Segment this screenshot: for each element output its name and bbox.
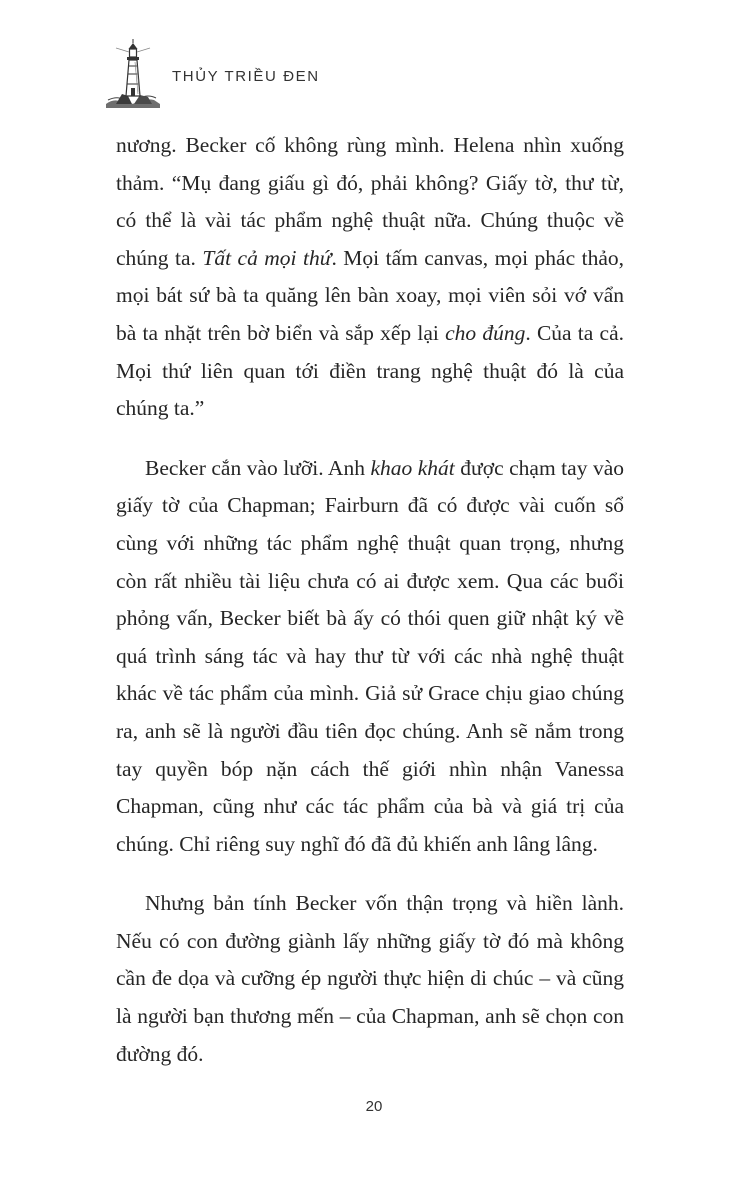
- page-body: [116, 127, 624, 1073]
- paragraph-1: [116, 127, 624, 428]
- lighthouse-icon: [104, 38, 162, 110]
- paragraph-1-text-a: nương. Becker cố không rùng mình. Helena nhìn xuống thảm. “Mụ đang giấu gì đó, phải không? Giấy tờ, thư từ, có thể là vài tác phẩm nghệ thuật nữa. Chúng thuộc về chúng ta.: [116, 133, 624, 270]
- paragraph-2-text-b: được chạm tay vào giấy tờ của Chapman; Fairburn đã có được vài cuốn sổ cùng với những tác phẩm nghệ thuật quan trọng, nhưng còn rất nhiều tài liệu chưa có ai được xem. Qua các buổi phỏng vấn, Becker biết bà ấy có thói quen giữ nhật ký về quá trình sáng tác và hay thư từ với các nhà nghệ thuật khác về tác phẩm của mình. Giả sử Grace chịu giao chúng ra, anh sẽ là người đầu tiên đọc chúng. Anh sẽ nắm trong tay quyền bóp nặn cách thế giới nhìn nhận Vanessa Chapman, cũng như các tác phẩm của bà và giá trị của chúng. Chỉ riêng suy nghĩ đó đã đủ khiến anh lâng lâng.: [116, 455, 624, 856]
- paragraph-2-emphasis-a: khao khát: [370, 455, 455, 480]
- paragraph-2-text-a: Becker cắn vào lưỡi. Anh: [145, 455, 371, 480]
- paragraph-1-emphasis-a: Tất cả mọi thứ: [202, 245, 332, 270]
- page-number: 20: [365, 1098, 383, 1115]
- paragraph-2: [116, 450, 624, 864]
- paragraph-1-text-b: . Mọi tấm canvas, mọi phác thảo, mọi bát sứ bà ta quăng lên bàn xoay, mọi viên sỏi vớ vẩn bà ta nhặt trên bờ biển và sắp xếp lại: [116, 245, 624, 345]
- paragraph-3: Nhưng bản tính Becker vốn thận trọng và hiền lành. Nếu có con đường giành lấy những giấy tờ đó mà không cần đe dọa và cưỡng ép người thực hiện di chúc – và cũng là người bạn thương mến – của Chapman, anh sẽ chọn con đường đó.: [116, 891, 624, 1066]
- paragraph-1-emphasis-b: cho đúng: [445, 320, 526, 345]
- running-title: THỦY TRIỀU ĐEN: [172, 68, 320, 85]
- paragraph-1-text-c: . Của ta cả. Mọi thứ liên quan tới điền trang nghệ thuật đó là của chúng ta.”: [116, 320, 624, 421]
- page-header: [104, 38, 664, 118]
